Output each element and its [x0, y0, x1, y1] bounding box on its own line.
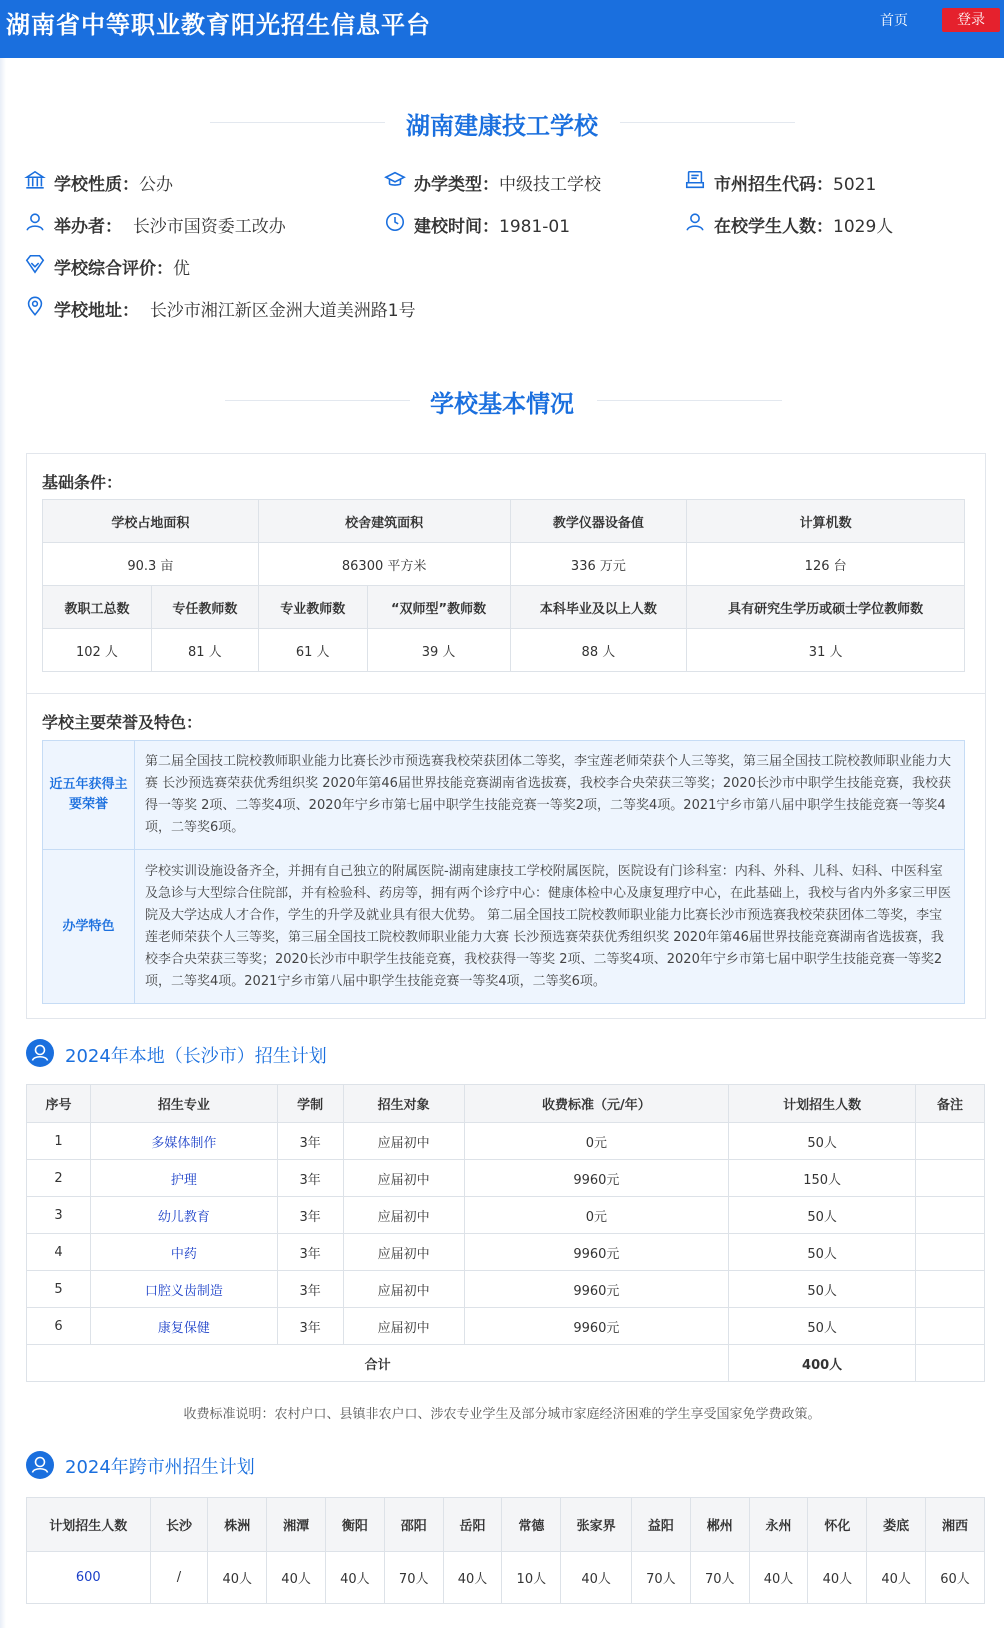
row-no: 1	[27, 1123, 91, 1160]
row-note	[916, 1234, 985, 1271]
cross-header: 衡阳	[325, 1498, 384, 1552]
local-plan-title: 2024年本地（长沙市）招生计划	[65, 1046, 327, 1067]
plan-header-years: 学制	[277, 1085, 343, 1123]
major-link[interactable]: 康复保健	[157, 1320, 210, 1336]
row-no: 6	[27, 1308, 91, 1345]
cross-value: 40人	[325, 1552, 384, 1604]
cond-value-computers: 126 台	[687, 543, 965, 586]
cross-header: 计划招生人数	[27, 1498, 151, 1552]
cross-header: 常德	[502, 1498, 561, 1552]
cond-value-land: 90.3 亩	[43, 543, 259, 586]
honor-key: 近五年获得主要荣誉	[43, 741, 135, 850]
row-target: 应届初中	[343, 1160, 464, 1197]
cond-value-fulltime: 81 人	[151, 629, 258, 672]
plan-header-target: 招生对象	[343, 1085, 464, 1123]
row-years: 3年	[277, 1308, 343, 1345]
cross-header: 邵阳	[384, 1498, 443, 1552]
row-no: 5	[27, 1271, 91, 1308]
student-count: 在校学生人数：1029人	[714, 217, 894, 237]
nav-home-link[interactable]: 首页	[880, 13, 908, 29]
basic-section-title: 学校基本情况	[430, 390, 574, 418]
fee-note: 收费标准说明：农村户口、县镇非农户口、涉农专业学生及部分城市家庭经济困难的学生享受国家免学费政策。	[183, 1407, 821, 1422]
row-count: 50人	[729, 1197, 916, 1234]
row-years: 3年	[277, 1234, 343, 1271]
row-fee: 0元	[464, 1197, 729, 1234]
major-link[interactable]: 护理	[170, 1172, 197, 1188]
cond-header-bachelor: 本科毕业及以上人数	[510, 586, 687, 629]
cond-header-computers: 计算机数	[687, 500, 965, 543]
school-name: 湖南建康技工学校	[406, 112, 598, 140]
table-row	[27, 1197, 985, 1234]
row-fee: 9960元	[464, 1271, 729, 1308]
school-address: 学校地址： 长沙市湘江新区金洲大道美洲路1号	[54, 301, 416, 321]
row-count: 150人	[729, 1160, 916, 1197]
row-target: 应届初中	[343, 1271, 464, 1308]
total-note	[916, 1345, 985, 1382]
honor-text: 第二届全国技工院校教师职业能力比赛长沙市预选赛我校荣获团体二等奖，李宝莲老师荣获个人三等奖，第三届全国技工院校教师职业能力大赛 长沙预选赛荣获优秀组织奖 2020年第46届世界技能竞赛湖南省选拔赛，我校李合央荣获三等奖；2020长沙市中职学生技能竞赛，我校获得一等奖 2项、二等奖4项、2020年宁乡市第七届中职学生技能竞赛一等奖2项，二等奖4项。2021宁乡市第八届中职学生技能竞赛一等奖4项，二等奖6项。	[135, 741, 965, 850]
row-years: 3年	[277, 1197, 343, 1234]
row-no: 4	[27, 1234, 91, 1271]
table-row	[27, 1308, 985, 1345]
cross-value: 40人	[443, 1552, 502, 1604]
cross-value: 40人	[267, 1552, 326, 1604]
cross-value: 40人	[749, 1552, 808, 1604]
row-count: 50人	[729, 1271, 916, 1308]
feature-text: 学校实训设施设备齐全，并拥有自己独立的附属医院-湖南建康技工学校附属医院，医院设有门诊科室：内科、外科、儿科、妇科、中医科室及急诊与大型综合住院部，并有检验科、药房等，拥有两个诊疗中心：健康体检中心及康复理疗中心，在此基础上，我校与省内外多家三甲医院及大学达成人才合作，学生的升学及就业具有很大优势。 第二届全国技工院校教师职业能力比赛长沙市预选赛我校荣获团体二等奖，李宝莲老师荣获个人三等奖，第三届全国技工院校教师职业能力大赛 长沙预选赛荣获优秀组织奖 2020年第46届世界技能竞赛湖南省选拔赛，我校李合央荣获三等奖；2020长沙市中职学生技能竞赛，我校获得一等奖 2项、二等奖4项、2020年宁乡市第七届中职学生技能竞赛一等奖2项，二等奖4项。2021宁乡市第八届中职学生技能竞赛一等奖4项，二等奖6项。	[135, 850, 965, 1004]
location-pin-icon	[24, 295, 46, 317]
cond-header-equipment: 教学仪器设备值	[510, 500, 687, 543]
person-badge-icon	[26, 1039, 54, 1067]
cross-header: 湘潭	[267, 1498, 326, 1552]
row-fee: 9960元	[464, 1160, 729, 1197]
site-title[interactable]: 湖南省中等职业教育阳光招生信息平台	[6, 11, 431, 39]
cross-header: 郴州	[690, 1498, 749, 1552]
cross-value: 40人	[208, 1552, 267, 1604]
cross-header: 湘西	[926, 1498, 985, 1552]
cond-value-building: 86300 平方米	[258, 543, 510, 586]
cond-value-bachelor: 88 人	[510, 629, 687, 672]
cond-header-staff: 教职工总数	[43, 586, 152, 629]
row-fee: 9960元	[464, 1234, 729, 1271]
row-note	[916, 1160, 985, 1197]
cross-value: 10人	[502, 1552, 561, 1604]
table-row	[27, 1123, 985, 1160]
table-row	[27, 1271, 985, 1308]
row-count: 50人	[729, 1308, 916, 1345]
side-shadow	[0, 58, 6, 1628]
cond-value-professional: 61 人	[258, 629, 367, 672]
cross-header: 张家界	[561, 1498, 632, 1552]
cross-value: 40人	[867, 1552, 926, 1604]
row-target: 应届初中	[343, 1308, 464, 1345]
box-divider	[26, 693, 986, 694]
cross-plan-table	[26, 1497, 985, 1604]
top-bar	[0, 0, 1004, 58]
row-fee: 9960元	[464, 1308, 729, 1345]
cond-header-professional: 专业教师数	[258, 586, 367, 629]
row-target: 应届初中	[343, 1123, 464, 1160]
cond-header-dual: “双师型”教师数	[367, 586, 510, 629]
cond-header-master: 具有研究生学历或硕士学位教师数	[687, 586, 965, 629]
major-link[interactable]: 口腔义齿制造	[144, 1283, 223, 1299]
conditions-table	[42, 499, 965, 672]
overall-rating: 学校综合评价：优	[54, 259, 190, 279]
row-target: 应届初中	[343, 1197, 464, 1234]
cross-value: 70人	[632, 1552, 691, 1604]
cond-value-staff: 102 人	[43, 629, 152, 672]
honors-table	[42, 740, 965, 1004]
plan-header-major: 招生专业	[90, 1085, 277, 1123]
total-count: 400人	[729, 1345, 916, 1382]
cond-header-building: 校舍建筑面积	[258, 500, 510, 543]
major-link[interactable]: 幼儿教育	[157, 1209, 210, 1225]
honors-label: 学校主要荣誉及特色：	[42, 713, 203, 732]
cross-header: 株洲	[208, 1498, 267, 1552]
conditions-label: 基础条件：	[42, 473, 123, 492]
cross-header: 怀化	[808, 1498, 867, 1552]
row-no: 2	[27, 1160, 91, 1197]
school-type: 办学类型：中级技工学校	[414, 175, 601, 195]
row-count: 50人	[729, 1123, 916, 1160]
user-icon	[24, 211, 46, 233]
cross-header: 永州	[749, 1498, 808, 1552]
cross-value: 40人	[561, 1552, 632, 1604]
row-no: 3	[27, 1197, 91, 1234]
table-row	[27, 1160, 985, 1197]
total-row	[27, 1345, 985, 1382]
cross-value: 40人	[808, 1552, 867, 1604]
plan-header-no: 序号	[27, 1085, 91, 1123]
row-fee: 0元	[464, 1123, 729, 1160]
register-icon	[684, 169, 706, 191]
row-note	[916, 1271, 985, 1308]
major-link[interactable]: 中药	[170, 1246, 197, 1262]
row-count: 50人	[729, 1234, 916, 1271]
cross-value: 70人	[690, 1552, 749, 1604]
total-label: 合计	[27, 1345, 729, 1382]
cond-value-master: 31 人	[687, 629, 965, 672]
plan-header-count: 计划招生人数	[729, 1085, 916, 1123]
plan-header-note: 备注	[916, 1085, 985, 1123]
person-badge-icon	[26, 1451, 54, 1479]
cross-header: 岳阳	[443, 1498, 502, 1552]
local-plan-table	[26, 1084, 985, 1382]
school-sponsor: 举办者： 长沙市国资委工改办	[54, 217, 286, 237]
founded-date: 建校时间：1981-01	[414, 217, 571, 237]
login-button[interactable]: 登录	[942, 8, 1000, 32]
row-years: 3年	[277, 1160, 343, 1197]
cond-header-fulltime: 专任教师数	[151, 586, 258, 629]
enroll-code: 市州招生代码：5021	[714, 175, 877, 195]
graduation-cap-icon	[384, 169, 406, 191]
school-nature: 学校性质：公办	[54, 175, 173, 195]
badge-icon	[24, 253, 46, 275]
row-note	[916, 1123, 985, 1160]
plan-header-fee: 收费标准（元/年）	[464, 1085, 729, 1123]
cross-header: 益阳	[632, 1498, 691, 1552]
cross-header: 长沙	[150, 1498, 208, 1552]
cross-value: 70人	[384, 1552, 443, 1604]
clock-icon	[384, 211, 406, 233]
cross-value: /	[150, 1552, 208, 1604]
cross-header: 娄底	[867, 1498, 926, 1552]
table-row	[27, 1234, 985, 1271]
cross-total-link[interactable]: 600	[75, 1570, 101, 1585]
cond-header-land: 学校占地面积	[43, 500, 259, 543]
row-note	[916, 1197, 985, 1234]
cross-value: 60人	[926, 1552, 985, 1604]
row-note	[916, 1308, 985, 1345]
major-link[interactable]: 多媒体制作	[151, 1135, 217, 1151]
student-icon	[684, 211, 706, 233]
cond-value-dual: 39 人	[367, 629, 510, 672]
cross-plan-title: 2024年跨市州招生计划	[65, 1457, 255, 1478]
feature-key: 办学特色	[43, 850, 135, 1004]
row-years: 3年	[277, 1271, 343, 1308]
building-icon	[24, 169, 46, 191]
row-years: 3年	[277, 1123, 343, 1160]
cond-value-equipment: 336 万元	[510, 543, 687, 586]
row-target: 应届初中	[343, 1234, 464, 1271]
